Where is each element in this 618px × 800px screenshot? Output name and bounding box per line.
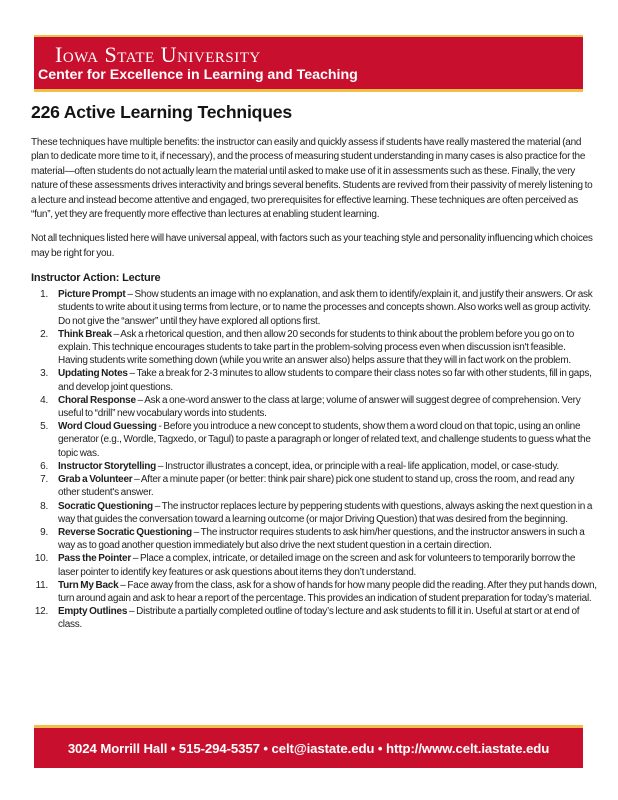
item-description: – Face away from the class, ask for a show of hands for how many people did the reading. After they put hands down, turn around again and ask to hear a report of the percentage. This provides an indication of student preparation for today’s material. xyxy=(58,579,597,604)
list-item xyxy=(31,288,597,328)
item-description: – Instructor illustrates a concept, idea, or principle with a real- life application, model, or case-study. xyxy=(157,460,559,472)
item-number: 3. xyxy=(40,368,48,380)
item-number: 10. xyxy=(34,553,48,565)
list-item xyxy=(31,500,597,526)
item-text xyxy=(58,394,597,420)
item-description: – The instructor requires students to ask him/her questions, and the instructor answers in such a way as to goad another question immediately but also drive the next student question in a certain direction. xyxy=(58,526,585,552)
intro-paragraph: Not all techniques listed here will have universal appeal, with factors such as your teaching style and personality influencing which choices may be right for you. xyxy=(31,233,593,259)
item-name: Reverse Socratic Questioning xyxy=(58,526,192,538)
item-name: Picture Prompt xyxy=(58,289,126,301)
item-text xyxy=(58,420,597,460)
item-description: – Ask a rhetorical question, and then allow 20 seconds for students to think about the problem before you go on to explain. This technique encourages students to take part in the problem-solving process even when discussion isn't feasible. Having students write something down (while you write an answer also) helps assure that they will in fact work on the problem. xyxy=(58,328,575,367)
list-item xyxy=(31,579,597,605)
document-body xyxy=(31,100,597,632)
list-item xyxy=(31,394,597,420)
item-number: 8. xyxy=(40,500,48,512)
footer-banner xyxy=(34,725,583,768)
item-description: - Before you introduce a new concept to students, show them a word cloud on that topic, using an online generator (e.g., Wordle, Tagxedo, or Tagul) to paste a paragraph or longer of related text, and challenge students to guess what the topic was. xyxy=(58,421,591,459)
list-item xyxy=(31,473,597,499)
item-number: 12. xyxy=(34,606,48,618)
intro-paragraph: These techniques have multiple benefits: the instructor can easily and quickly assess if students have really mastered the material (and plan to dedicate more time to it, if necessary), and the process of measuring student understanding in many cases is also practice for the material—often students do not actually learn the material until asked to make use of it in assessments such as these. Finally, the very nature of these assessments drives interactivity and brings several benefits. Students are revived from their passivity of merely listening to a lecture and instead become attentive and engaged, two prerequisites for effective learning. These techniques are often perceived as “fun”, yet they are frequently more effective than lectures at enabling student learning. xyxy=(31,137,593,221)
footer-contact: 3024 Morrill Hall • 515-294-5357 • celt@iastate.edu • http://www.celt.iastate.edu xyxy=(67,740,550,756)
list-item xyxy=(31,328,597,368)
list-item xyxy=(31,552,597,578)
list-item xyxy=(31,420,597,460)
item-text xyxy=(58,552,597,578)
item-description: – After a minute paper (or better: think pair share) pick one student to stand up, cross the room, and read any other student's answer. xyxy=(58,474,575,499)
item-text xyxy=(58,526,597,552)
university-wordmark: Iowa State University xyxy=(55,42,261,67)
item-name: Socratic Questioning xyxy=(58,500,153,512)
list-item xyxy=(31,460,597,473)
item-name: Empty Outlines xyxy=(58,606,128,618)
technique-list xyxy=(31,288,597,631)
item-name: Turn My Back xyxy=(58,579,119,591)
item-number: 6. xyxy=(40,460,48,472)
item-description: – The instructor replaces lecture by peppering students with questions, always asking the next question in a way that guides the conversation toward a learning outcome (or major Driving Question) that was desired from the beginning. xyxy=(58,500,593,525)
item-number: 2. xyxy=(40,328,48,340)
header-banner xyxy=(34,35,583,92)
item-text xyxy=(58,460,559,473)
item-text xyxy=(58,605,597,631)
item-name: Pass the Pointer xyxy=(58,553,131,565)
item-number: 1. xyxy=(40,289,48,301)
item-text xyxy=(58,500,597,526)
item-number: 11. xyxy=(35,579,48,591)
item-description: – Place a complex, intricate, or detailed image on the screen and ask for volunteers to temporarily borrow the laser pointer to identify key features or ask questions about items they don’t understand. xyxy=(58,553,576,578)
item-name: Grab a Volunteer xyxy=(58,474,133,486)
item-name: Instructor Storytelling xyxy=(58,460,157,472)
item-number: 9. xyxy=(40,526,48,538)
item-description: – Show students an image with no explanation, and ask them to identify/explain it, and justify their answers. Or ask students to write about it using terms from lecture, or to name the processes and concepts shown. Also works well as group activity. Do not give the “answer” until they have explored all options first. xyxy=(58,289,593,327)
item-text xyxy=(58,367,597,393)
item-description: – Take a break for 2-3 minutes to allow students to compare their class notes so far with other students, fill in gaps, and develop joint questions. xyxy=(58,368,592,393)
list-item xyxy=(31,526,597,552)
item-number: 5. xyxy=(40,421,48,433)
section-heading: Instructor Action: Lecture xyxy=(31,272,161,285)
item-description: – Ask a one-word answer to the class at large; volume of answer will suggest degree of comprehension. Very useful to “drill” new vocabulary words into students. xyxy=(58,394,581,420)
list-item xyxy=(31,367,597,393)
list-item xyxy=(31,605,597,631)
item-text xyxy=(58,473,597,499)
item-description: – Distribute a partially completed outline of today’s lecture and ask students to fill it in. Useful at start or at end of class. xyxy=(58,606,580,631)
item-text xyxy=(58,579,597,605)
item-number: 7. xyxy=(40,474,48,486)
page-title: 226 Active Learning Techniques xyxy=(31,102,292,122)
item-name: Word Cloud Guessing xyxy=(58,421,157,433)
department-name: Center for Excellence in Learning and Teaching xyxy=(38,67,358,83)
item-name: Think Break xyxy=(58,328,112,340)
item-name: Updating Notes xyxy=(58,368,128,380)
item-name: Choral Response xyxy=(58,394,136,406)
item-text xyxy=(58,328,597,368)
item-number: 4. xyxy=(40,394,48,406)
item-text xyxy=(58,288,597,328)
